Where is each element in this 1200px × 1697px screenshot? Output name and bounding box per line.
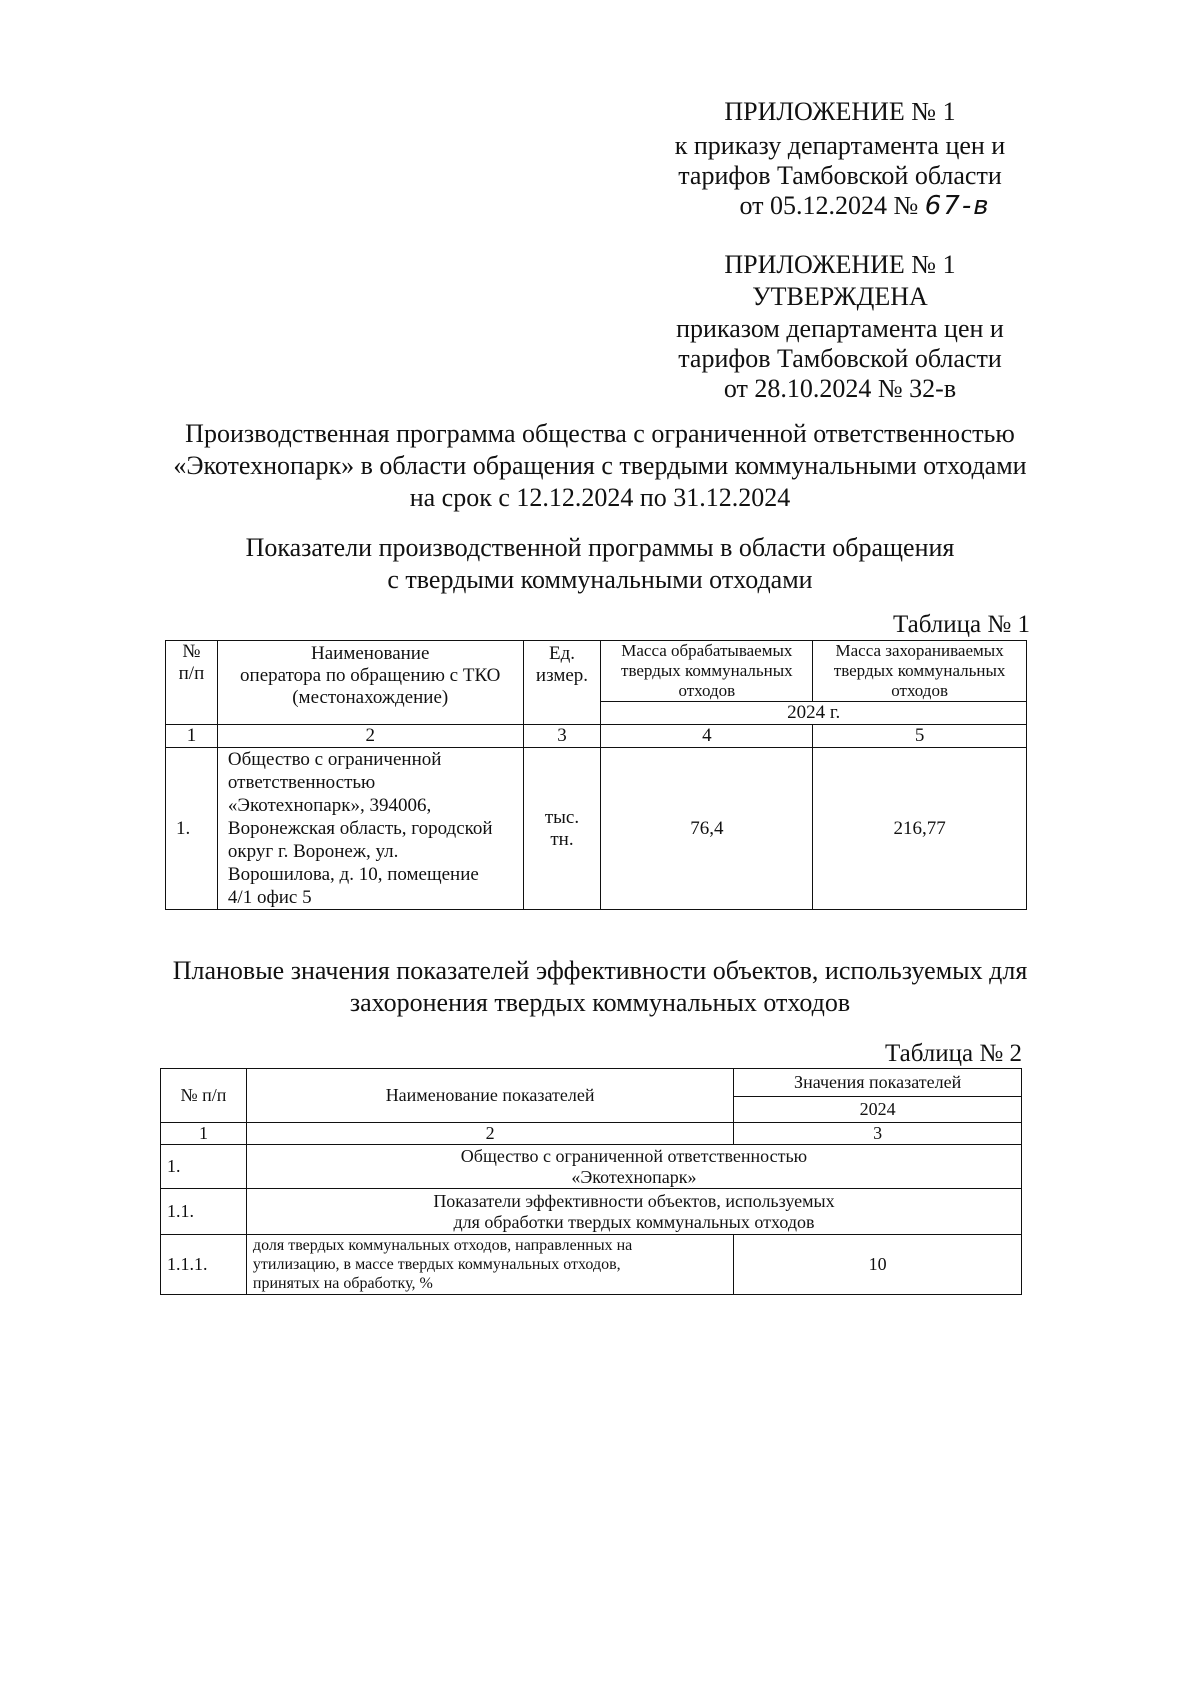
section-title-line: с твердыми коммунальными отходами <box>387 565 813 594</box>
header-num <box>166 641 218 725</box>
table-row <box>161 1189 1022 1235</box>
company-name-line: Общество с ограниченной ответственностью <box>460 1145 808 1166</box>
header-text: Наименование <box>311 643 430 664</box>
header-name: Наименование показателей <box>246 1069 733 1123</box>
operator-name-line: Общество с ограниченной <box>227 749 442 770</box>
col-number: 1 <box>166 725 218 748</box>
row-num: 1. <box>166 748 218 910</box>
table2 <box>160 1068 1022 1295</box>
company-name <box>246 1145 1021 1189</box>
appendix-date-line <box>660 191 1020 221</box>
col-number: 2 <box>217 725 523 748</box>
col-number: 5 <box>813 725 1027 748</box>
appendix-header-original <box>660 250 1020 404</box>
table-row <box>166 748 1027 910</box>
header-text: Ед. <box>548 643 575 664</box>
header-text: твердых коммунальных <box>621 661 793 680</box>
header-processed <box>601 641 813 702</box>
header-text: Масса захораниваемых <box>835 641 1004 660</box>
appendix-title: ПРИЛОЖЕНИЕ № 1 <box>724 97 956 126</box>
operator-name <box>217 748 523 910</box>
section2-title <box>150 955 1050 1019</box>
operator-name-line: ответственностью <box>227 772 376 793</box>
row-num: 1.1. <box>161 1189 247 1235</box>
header-unit <box>523 641 601 725</box>
header-year: 2024 г. <box>601 702 1027 725</box>
operator-name-line: 4/1 офис 5 <box>227 887 312 908</box>
program-title-line: «Экотехнопарк» в области обращения с твердыми коммунальными отходами <box>173 451 1027 480</box>
processed-value: 76,4 <box>601 748 813 910</box>
indicator-name <box>246 1235 733 1295</box>
table-row <box>161 1235 1022 1295</box>
header-year: 2024 <box>734 1097 1022 1123</box>
col-number: 4 <box>601 725 813 748</box>
section-title-line: Показатели производственной программы в области обращения <box>245 533 955 562</box>
appendix-date: от 05.12.2024 № <box>739 191 919 220</box>
section1-title <box>150 532 1050 596</box>
col-number: 2 <box>246 1123 733 1145</box>
indicator-group-line: для обработки твердых коммунальных отходов <box>453 1211 815 1232</box>
indicator-group <box>246 1189 1021 1235</box>
col-number: 3 <box>734 1123 1022 1145</box>
header-text: оператора по обращению с ТКО <box>240 665 501 686</box>
header-text: твердых коммунальных <box>833 661 1006 680</box>
appendix-title: ПРИЛОЖЕНИЕ № 1 <box>724 250 956 279</box>
buried-value: 216,77 <box>813 748 1027 910</box>
header-num: № п/п <box>161 1069 247 1123</box>
indicator-value: 10 <box>734 1235 1022 1295</box>
handwritten-order-number: 67-в <box>924 191 991 221</box>
table-row <box>161 1145 1022 1189</box>
table1-caption: Таблица № 1 <box>892 611 1030 638</box>
header-text: (местонахождение) <box>292 687 449 708</box>
company-name-line: «Экотехнопарк» <box>571 1166 697 1187</box>
indicator-name-line: утилизацию, в массе твердых коммунальных отходов, <box>252 1256 621 1273</box>
approved-label: УТВЕРЖДЕНА <box>752 282 928 311</box>
operator-name-line: округ г. Воронеж, ул. <box>227 841 399 862</box>
header-buried <box>813 641 1027 702</box>
header-values: Значения показателей <box>734 1069 1022 1097</box>
header-text: п/п <box>178 663 205 684</box>
header-text: отходов <box>678 681 736 700</box>
operator-name-line: Ворошилова, д. 10, помещение <box>227 864 479 885</box>
appendix-date-line: от 28.10.2024 № 32-в <box>723 374 957 403</box>
program-title <box>150 418 1050 514</box>
appendix-header-current <box>660 97 1020 221</box>
unit-text: тыс. <box>544 806 580 828</box>
indicator-name-line: принятых на обработку, % <box>252 1275 433 1292</box>
appendix-order-line: приказом департамента цен и <box>676 314 1004 343</box>
table2-caption: Таблица № 2 <box>884 1040 1022 1067</box>
header-text: измер. <box>535 665 589 686</box>
header-text: отходов <box>891 681 948 700</box>
indicator-name-line: доля твердых коммунальных отходов, направленных на <box>252 1237 633 1254</box>
unit-value <box>523 748 601 910</box>
header-text: № <box>182 641 201 662</box>
program-title-line: Производственная программа общества с ограниченной ответственностью <box>185 419 1015 448</box>
operator-name-line: Воронежская область, городской <box>227 818 493 839</box>
section-title-line: Плановые значения показателей эффективности объектов, используемых для <box>172 956 1028 985</box>
row-num: 1.1.1. <box>161 1235 247 1295</box>
section-title-line: захоронения твердых коммунальных отходов <box>349 988 851 1017</box>
appendix-order-line: тарифов Тамбовской области <box>678 161 1002 190</box>
operator-name-line: «Экотехнопарк», 394006, <box>227 795 432 816</box>
header-text: Масса обрабатываемых <box>621 641 793 660</box>
row-num: 1. <box>161 1145 247 1189</box>
table1 <box>165 640 1027 910</box>
appendix-order-line: тарифов Тамбовской области <box>678 344 1002 373</box>
col-number: 1 <box>161 1123 247 1145</box>
header-name <box>217 641 523 725</box>
appendix-order-line: к приказу департамента цен и <box>674 131 1006 160</box>
unit-text: тн. <box>550 828 574 850</box>
program-title-line: на срок с 12.12.2024 по 31.12.2024 <box>409 483 791 512</box>
indicator-group-line: Показатели эффективности объектов, используемых <box>433 1190 835 1211</box>
col-number: 3 <box>523 725 601 748</box>
